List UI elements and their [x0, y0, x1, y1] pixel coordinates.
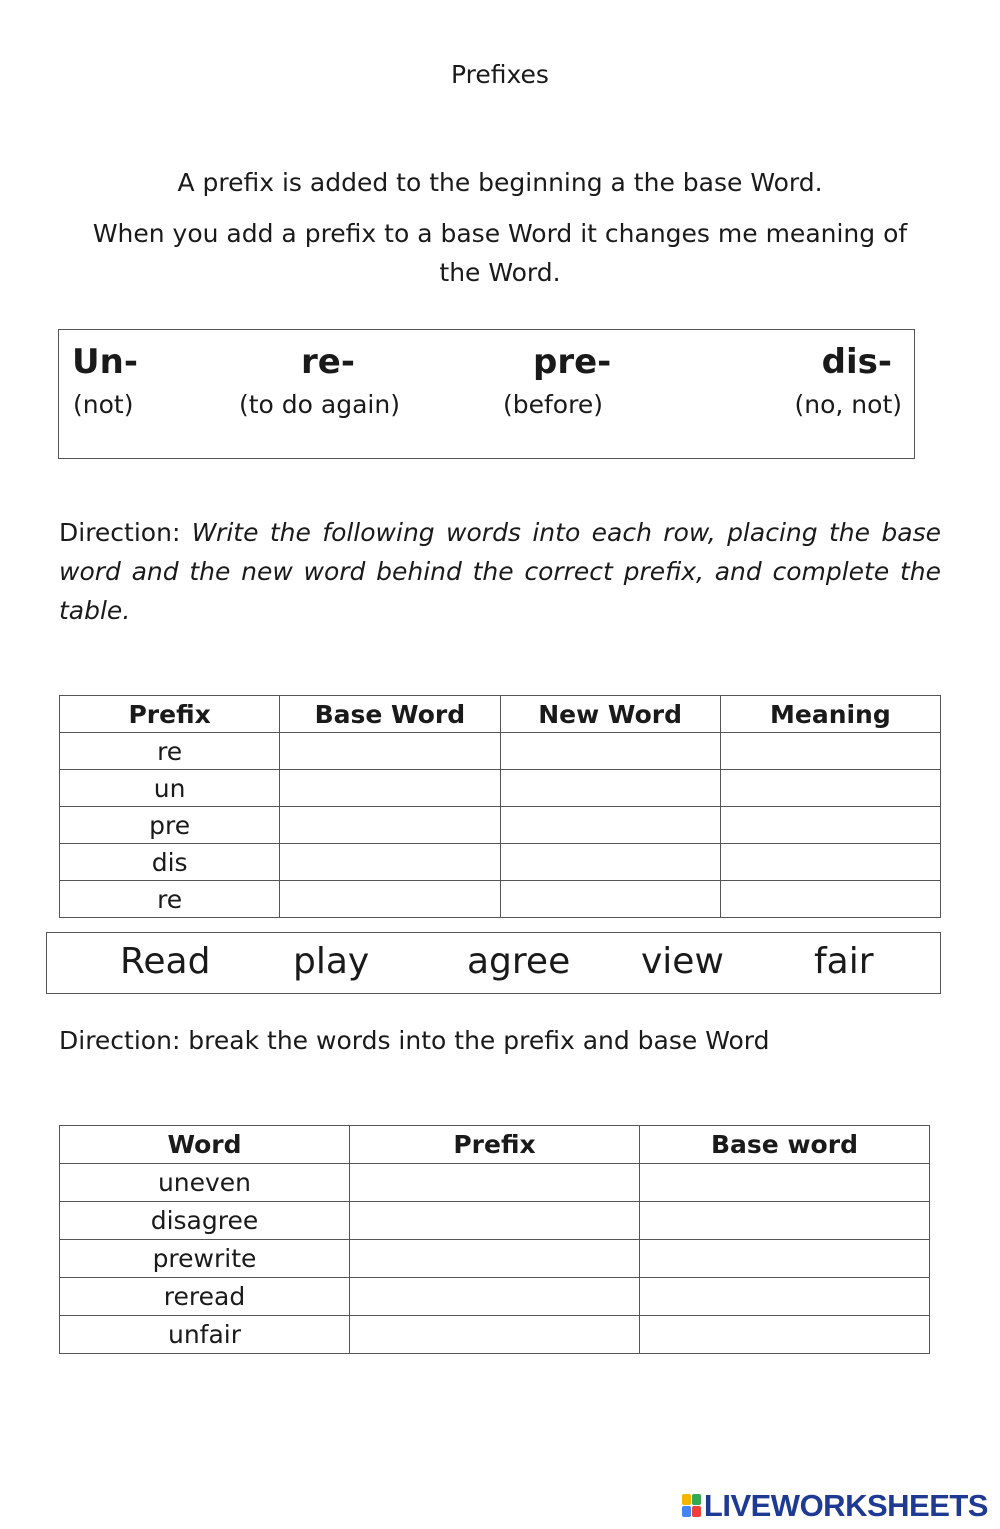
- prefix-un: Un-: [72, 342, 138, 382]
- word-breakdown-table: [59, 1125, 930, 1354]
- cell-base-word[interactable]: [639, 1278, 929, 1316]
- cell-word: uneven: [60, 1164, 350, 1202]
- header-new-word: New Word: [500, 696, 720, 733]
- table-row: [60, 733, 941, 770]
- cell-word: unfair: [60, 1316, 350, 1354]
- table-row: [60, 807, 941, 844]
- table-row: [60, 844, 941, 881]
- cell-base-word[interactable]: [639, 1202, 929, 1240]
- prefix-dis: dis-: [821, 342, 892, 382]
- intro-line-2: When you add a prefix to a base Word it changes me meaning of the Word.: [92, 219, 908, 287]
- cell-new-word[interactable]: [500, 807, 720, 844]
- cell-prefix[interactable]: [349, 1316, 639, 1354]
- prefix-pre: pre-: [533, 342, 612, 382]
- direction-1-label: Direction:: [59, 518, 192, 547]
- direction-1-text: Write the following words into each row, placing the base word and the new word behind the correct prefix, and complete the table.: [59, 518, 942, 625]
- table-header-row: [60, 1126, 930, 1164]
- cell-base-word[interactable]: [280, 770, 500, 807]
- liveworksheets-logo-icon: [682, 1494, 702, 1518]
- header-word: Word: [60, 1126, 350, 1164]
- cell-meaning[interactable]: [720, 807, 940, 844]
- cell-prefix[interactable]: [349, 1240, 639, 1278]
- cell-base-word[interactable]: [280, 733, 500, 770]
- intro-line-1: A prefix is added to the beginning a the base Word.: [177, 168, 823, 197]
- liveworksheets-logo-text: LIVEWORKSHEETS: [703, 1488, 988, 1523]
- prefix-re-meaning: (to do again): [239, 390, 400, 419]
- cell-prefix[interactable]: [349, 1278, 639, 1316]
- cell-new-word[interactable]: [500, 844, 720, 881]
- word-bank-item: view: [641, 941, 724, 982]
- cell-base-word[interactable]: [280, 844, 500, 881]
- cell-meaning[interactable]: [720, 770, 940, 807]
- cell-meaning[interactable]: [720, 733, 940, 770]
- prefix-un-meaning: (not): [73, 390, 134, 419]
- word-bank-item: play: [293, 941, 370, 982]
- cell-base-word[interactable]: [639, 1316, 929, 1354]
- cell-prefix: pre: [60, 807, 280, 844]
- cell-word: reread: [60, 1278, 350, 1316]
- table-row: [60, 770, 941, 807]
- header-base-word: Base word: [639, 1126, 929, 1164]
- cell-base-word[interactable]: [280, 807, 500, 844]
- table-row: [60, 1240, 930, 1278]
- cell-new-word[interactable]: [500, 881, 720, 918]
- direction-1: [59, 513, 941, 630]
- page-title: Prefixes: [451, 60, 549, 89]
- table-row: [60, 1278, 930, 1316]
- table-row: [60, 1202, 930, 1240]
- cell-word: disagree: [60, 1202, 350, 1240]
- liveworksheets-logo: [682, 1489, 988, 1523]
- header-prefix: Prefix: [60, 696, 280, 733]
- cell-prefix[interactable]: [349, 1164, 639, 1202]
- cell-prefix: re: [60, 881, 280, 918]
- table-row: [60, 1316, 930, 1354]
- cell-meaning[interactable]: [720, 844, 940, 881]
- cell-prefix[interactable]: [349, 1202, 639, 1240]
- word-bank-item: Read: [120, 941, 211, 982]
- cell-base-word[interactable]: [639, 1164, 929, 1202]
- prefix-table: [59, 695, 941, 918]
- cell-meaning[interactable]: [720, 881, 940, 918]
- word-bank-item: fair: [814, 941, 874, 982]
- header-meaning: Meaning: [720, 696, 940, 733]
- cell-new-word[interactable]: [500, 733, 720, 770]
- prefix-re: re-: [301, 342, 355, 382]
- table-header-row: [60, 696, 941, 733]
- cell-prefix: un: [60, 770, 280, 807]
- cell-prefix: re: [60, 733, 280, 770]
- cell-base-word[interactable]: [639, 1240, 929, 1278]
- prefix-pre-meaning: (before): [503, 390, 603, 419]
- cell-new-word[interactable]: [500, 770, 720, 807]
- direction-2: Direction: break the words into the prefix and base Word: [59, 1026, 770, 1055]
- cell-base-word[interactable]: [280, 881, 500, 918]
- prefix-dis-meaning: (no, not): [794, 390, 902, 419]
- table-row: [60, 881, 941, 918]
- header-base-word: Base Word: [280, 696, 500, 733]
- cell-prefix: dis: [60, 844, 280, 881]
- header-prefix: Prefix: [349, 1126, 639, 1164]
- cell-word: prewrite: [60, 1240, 350, 1278]
- table-row: [60, 1164, 930, 1202]
- word-bank-item: agree: [467, 941, 571, 982]
- word-bank: [46, 932, 941, 994]
- prefix-definitions-box: [58, 329, 915, 459]
